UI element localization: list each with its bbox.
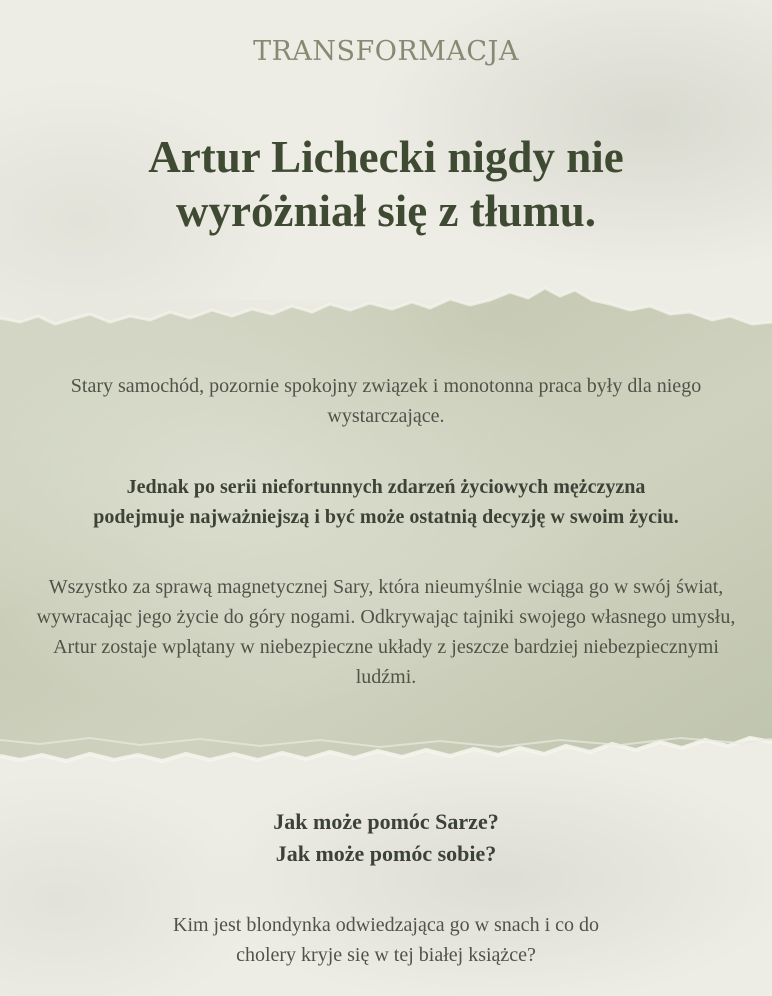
headline	[60, 130, 712, 238]
closing-line-2: cholery kryje się w tej białej książce?	[236, 944, 536, 966]
kicker-title: TRANSFORMACJA	[253, 36, 519, 67]
headline-line-2: wyróżniał się z tłumu.	[176, 186, 596, 236]
closing-paragraph	[100, 910, 672, 970]
story-paragraph: Wszystko za sprawą magnetycznej Sary, która nieumyślnie wciąga go w swój świat, wywracając jego życie do góry nogami. Odkrywając tajniki swojego własnego umysłu, Artur zostaje wplątany w niebezpieczne układy z jeszcze bardziej niebezpiecznymi ludźmi.	[36, 576, 736, 688]
bold-paragraph-line-1: Jednak po serii niefortunnych zdarzeń życiowych mężczyzna	[126, 476, 646, 498]
closing-line-1: Kim jest blondynka odwiedzająca go w snach i co do	[173, 914, 599, 936]
questions	[20, 806, 752, 870]
headline-line-1: Artur Lichecki nigdy nie	[148, 132, 624, 182]
bold-paragraph-line-2: podejmuje najważniejszą i być może ostatnią decyzję w swoim życiu.	[93, 506, 679, 528]
intro-paragraph: Stary samochód, pozornie spokojny związek i monotonna praca były dla niego wystarczające.	[70, 375, 702, 427]
bold-paragraph	[20, 472, 752, 532]
question-self: Jak może pomóc sobie?	[275, 841, 497, 866]
question-sara: Jak może pomóc Sarze?	[273, 809, 499, 834]
